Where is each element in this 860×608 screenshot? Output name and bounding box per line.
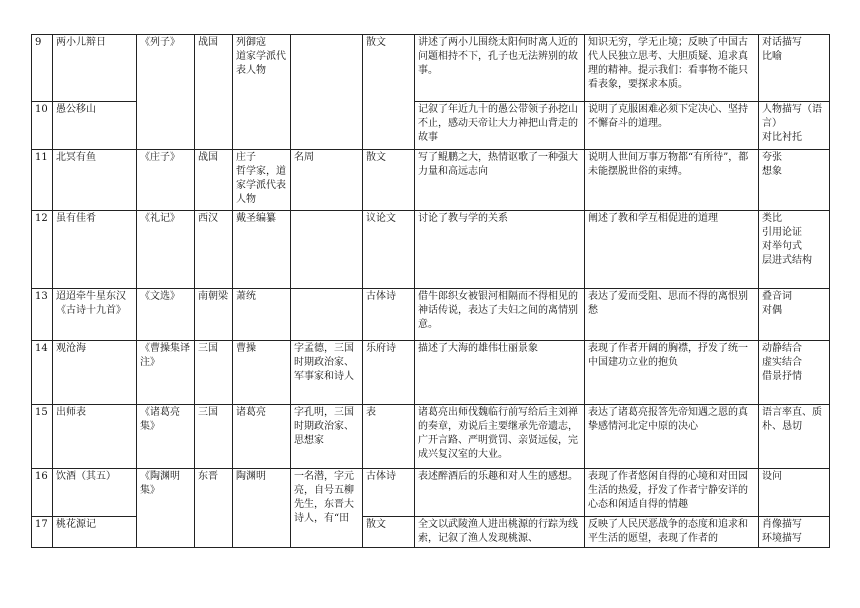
table-row	[32, 150, 830, 211]
row-number: 11	[32, 150, 53, 211]
era: 战国	[195, 150, 233, 211]
genre: 议论文	[363, 211, 415, 289]
content-summary: 全文以武陵渔人进出桃源的行踪为线索，记叙了渔人发现桃源、	[415, 517, 585, 548]
author: 曹操	[233, 341, 291, 405]
theme: 表达了爱而受阻、思而不得的离恨别愁	[585, 289, 759, 341]
table-row	[32, 289, 830, 341]
table-row	[32, 341, 830, 405]
genre: 表	[363, 405, 415, 469]
work-title: 虽有佳肴	[53, 211, 137, 289]
author-info: 字孔明，三国时期政治家、思想家	[291, 405, 363, 469]
genre: 古体诗	[363, 469, 415, 517]
source-book: 《诸葛亮集》	[137, 405, 195, 469]
row-number: 16	[32, 469, 53, 517]
technique: 肖像描写 环境描写	[759, 517, 830, 548]
author-info	[291, 211, 363, 289]
author: 戴圣编纂	[233, 211, 291, 289]
author-info: 名周	[291, 150, 363, 211]
author: 陶渊明	[233, 469, 291, 548]
theme: 说明人世间万事万物都“有所待”，都未能摆脱世俗的束缚。	[585, 150, 759, 211]
era: 东晋	[195, 469, 233, 548]
genre: 散文	[363, 150, 415, 211]
author-info	[291, 289, 363, 341]
era: 三国	[195, 405, 233, 469]
theme: 表现了作者悠闲自得的心境和对田园生活的热爱，抒发了作者宁静安详的心态和闲适自得的情趣	[585, 469, 759, 517]
theme: 知识无穷，学无止境；反映了中国古代人民独立思考、大胆质疑、追求真理的精神。提示我们：看事物不能只看表象，要探求本质。	[585, 35, 759, 102]
row-number: 17	[32, 517, 53, 548]
author: 庄子 哲学家，道家学派代表人物	[233, 150, 291, 211]
source-book: 《庄子》	[137, 150, 195, 211]
work-title: 饮酒（其五）	[53, 469, 137, 517]
source-book: 《礼记》	[137, 211, 195, 289]
technique: 叠音词 对偶	[759, 289, 830, 341]
technique: 语言率直、质朴、恳切	[759, 405, 830, 469]
genre: 散文	[363, 35, 415, 150]
table-row	[32, 405, 830, 469]
work-title: 两小儿辩日	[53, 35, 137, 102]
content-summary: 表述醉酒后的乐趣和对人生的感想。	[415, 469, 585, 517]
era: 三国	[195, 341, 233, 405]
source-book: 《列子》	[137, 35, 195, 150]
source-book: 《陶渊明集》	[137, 469, 195, 548]
content-summary: 描述了大海的雄伟壮丽景象	[415, 341, 585, 405]
author-info: 一名潜，字元亮，自号五柳先生，东晋大诗人，有“田	[291, 469, 363, 548]
content-summary: 借牛郎织女被银河相隔而不得相见的神话传说，表达了夫妇之间的离情别意。	[415, 289, 585, 341]
work-title: 出师表	[53, 405, 137, 469]
technique: 动静结合 虚实结合 借景抒情	[759, 341, 830, 405]
content-summary: 记叙了年近九十的愚公带领子孙挖山不止，感动天帝让大力神把山背走的故事	[415, 102, 585, 150]
technique: 类比 引用论证 对举句式 层进式结构	[759, 211, 830, 289]
row-number: 13	[32, 289, 53, 341]
author: 列御寇 道家学派代表人物	[233, 35, 291, 150]
work-title: 迢迢牵牛星东汉《古诗十九首》	[53, 289, 137, 341]
author-info	[291, 35, 363, 150]
literature-table	[31, 34, 830, 548]
row-number: 14	[32, 341, 53, 405]
theme: 反映了人民厌恶战争的态度和追求和平生活的愿望，表现了作者的	[585, 517, 759, 548]
era: 南朝梁	[195, 289, 233, 341]
row-number: 10	[32, 102, 53, 150]
table-row	[32, 469, 830, 517]
source-book: 《曹操集译注》	[137, 341, 195, 405]
theme: 阐述了教和学互相促进的道理	[585, 211, 759, 289]
content-summary: 讨论了教与学的关系	[415, 211, 585, 289]
table-row	[32, 35, 830, 102]
era: 战国	[195, 35, 233, 150]
technique: 设问	[759, 469, 830, 517]
author: 萧统	[233, 289, 291, 341]
row-number: 12	[32, 211, 53, 289]
row-number: 15	[32, 405, 53, 469]
author: 诸葛亮	[233, 405, 291, 469]
genre: 散文	[363, 517, 415, 548]
genre: 乐府诗	[363, 341, 415, 405]
technique: 对话描写 比喻	[759, 35, 830, 102]
table-row	[32, 211, 830, 289]
work-title: 愚公移山	[53, 102, 137, 150]
row-number: 9	[32, 35, 53, 102]
work-title: 桃花源记	[53, 517, 137, 548]
content-summary: 诸葛亮出师伐魏临行前写给后主刘禅的奏章，劝说后主要继承先帝遗志，广开言路、严明赏罚、亲贤远佞，完成兴复汉室的大业。	[415, 405, 585, 469]
theme: 表达了诸葛亮报答先帝知遇之恩的真挚感情河北定中原的决心	[585, 405, 759, 469]
genre: 古体诗	[363, 289, 415, 341]
theme: 表现了作者开阔的胸襟，抒发了统一中国建功立业的抱负	[585, 341, 759, 405]
technique: 夸张 想象	[759, 150, 830, 211]
content-summary: 写了鲲鹏之大，热情讴歌了一种强大力量和高远志向	[415, 150, 585, 211]
era: 西汉	[195, 211, 233, 289]
work-title: 观沧海	[53, 341, 137, 405]
theme: 说明了克服困难必须下定决心、坚持不懈奋斗的道理。	[585, 102, 759, 150]
content-summary: 讲述了两小儿围绕太阳何时离人近的问题相持不下，孔子也无法辨别的故事。	[415, 35, 585, 102]
author-info: 字孟德，三国时期政治家、军事家和诗人	[291, 341, 363, 405]
source-book: 《文选》	[137, 289, 195, 341]
work-title: 北冥有鱼	[53, 150, 137, 211]
technique: 人物描写（语言） 对比衬托	[759, 102, 830, 150]
